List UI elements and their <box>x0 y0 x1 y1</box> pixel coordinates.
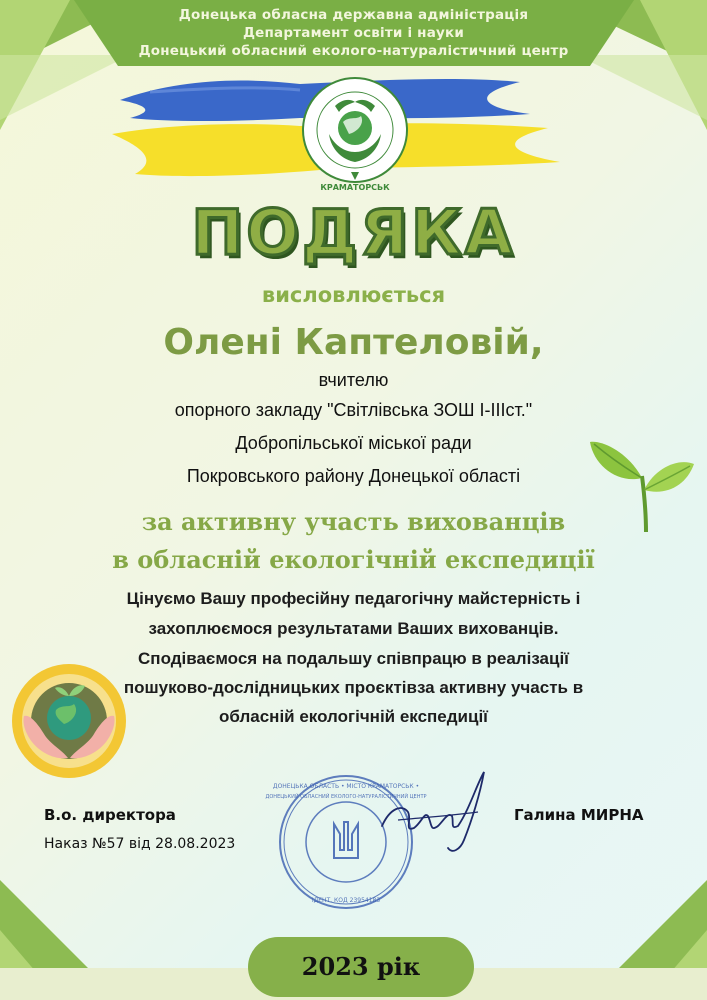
certificate-title: ПОДЯКА <box>191 196 516 269</box>
recipient-name: Олені Каптеловій, <box>163 322 544 363</box>
message-line-3: Сподіваємося на подальшу співпрацю в реалізації <box>138 649 569 668</box>
footer-year: 2023 рік <box>301 952 421 981</box>
subtitle: висловлюється <box>261 283 446 307</box>
emblem-city-label: КРАМАТОРСЬК <box>320 183 390 192</box>
stamp-outer-text: ДОНЕЦЬКА ОБЛАСТЬ • МІСТО КРАМАТОРСЬК • <box>272 783 420 790</box>
stamp-code-text: ІДЕНТ. КОД 23954183 <box>311 897 381 904</box>
message-line-1: Цінуємо Вашу професійну педагогічну майстерність і <box>126 589 581 608</box>
message-line-2: захоплюємося результатами Ваших вихованців. <box>148 619 559 638</box>
header-line-center: Донецький обласний еколого-натуралістичний центр <box>138 43 569 59</box>
sprout-icon <box>588 430 698 540</box>
recipient-council: Добропільської міської ради <box>235 433 472 453</box>
emblem-logo-icon <box>291 76 419 194</box>
signatory-position: В.о. директора <box>44 806 176 824</box>
message-line-4: пошуково-дослідницьких проєктівза активну участь в <box>123 678 584 697</box>
recipient-region: Покровського району Донецької області <box>186 466 521 486</box>
trident-icon <box>334 822 358 858</box>
recipient-school: опорного закладу "Світлівська ЗОШ І-ІІІст." <box>174 400 533 420</box>
stamp-inner-text: ДОНЕЦЬКИЙ ОБЛАСНИЙ ЕКОЛОГО-НАТУРАЛІСТИЧНИЙ ЦЕНТР <box>265 794 427 800</box>
reason-line-2: в обласній екологічній експедиції <box>112 545 595 574</box>
header-line-administration: Донецька обласна державна адміністрація <box>178 7 529 23</box>
hands-globe-icon <box>10 662 128 780</box>
signatory-name: Галина МИРНА <box>514 806 644 824</box>
recipient-position: вчителю <box>318 370 389 390</box>
order-reference: Наказ №57 від 28.08.2023 <box>44 836 236 852</box>
reason-line-1: за активну участь вихованців <box>141 507 566 536</box>
signature-icon <box>378 768 498 858</box>
message-line-5: обласній екологічній експедиції <box>219 707 488 726</box>
header-line-department: Департамент освіти і науки <box>242 25 465 41</box>
